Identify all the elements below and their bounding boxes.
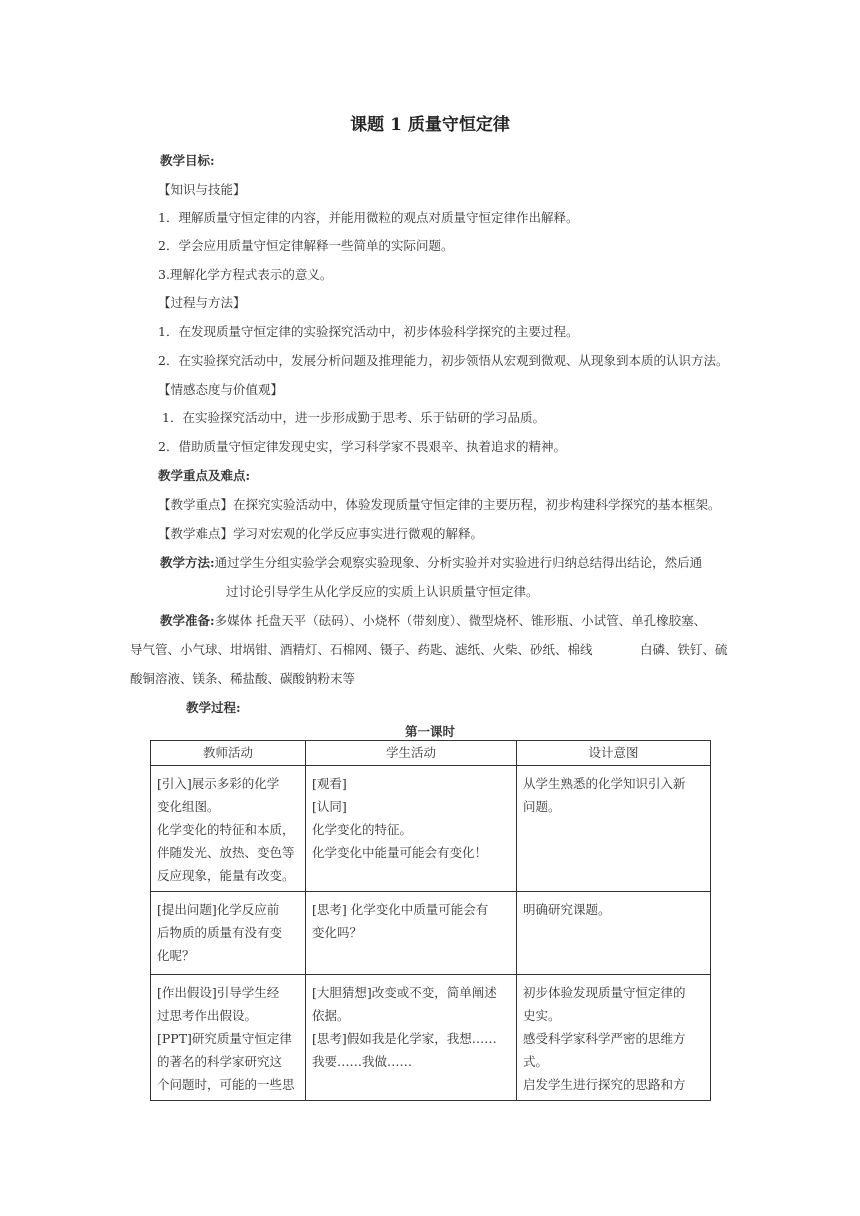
prep-line-2: 导气管、小气球、坩埚钳、酒精灯、石棉网、镊子、药匙、滤纸、火柴、砂纸、棉线: [130, 642, 593, 657]
header-teacher: 教师活动: [151, 741, 306, 766]
prep-line-1: [160, 611, 706, 629]
process-item-1: 1．在发现质量守恒定律的实验探究活动中，初步体验科学探究的主要过程。: [158, 324, 579, 339]
cell-text: 变化组图。: [157, 799, 220, 814]
cell-text: 初步体验发现质量守恒定律的: [523, 985, 686, 1000]
teacher-cell: [151, 975, 306, 1101]
cell-text: 的著名的科学家研究这: [157, 1054, 283, 1069]
teacher-cell: [151, 892, 306, 975]
objectives-heading: 教学目标:: [160, 153, 215, 168]
method-text-1: 通过学生分组实验学会观察实验现象、分析实验并对实验进行归纳总结得出结论，然后通: [214, 555, 703, 570]
intent-cell: [517, 975, 711, 1101]
prep-line-3: 酸铜溶液、镁条、稀盐酸、碳酸钠粉末等: [130, 671, 356, 686]
cell-text: [大胆猜想]改变或不变，简单阐述: [312, 985, 497, 1000]
cell-text: 依据。: [312, 1008, 350, 1023]
key-heading: 教学重点及难点:: [158, 468, 251, 483]
student-cell: [306, 766, 517, 892]
cell-text: 感受科学家科学严密的思维方: [523, 1031, 686, 1046]
page-bottom-margin: [0, 1103, 860, 1216]
cell-text: 化呢？: [157, 948, 195, 963]
cell-text: 我要……我做……: [312, 1054, 413, 1069]
lesson-table: [150, 740, 711, 1101]
header-intent: 设计意图: [517, 741, 711, 766]
table-row: [151, 892, 711, 975]
intent-cell: [517, 766, 711, 892]
cell-text: [PPT]研究质量守恒定律: [157, 1031, 292, 1046]
cell-text: [作出假设]引导学生经: [157, 985, 280, 1000]
cell-text: 过思考作出假设。: [157, 1008, 258, 1023]
cell-text: 启发学生进行探究的思路和方: [523, 1077, 686, 1092]
cell-text: 后物质的质量有没有变: [157, 925, 283, 940]
cell-text: [认同]: [312, 799, 347, 814]
cell-text: [引入]展示多彩的化学: [157, 776, 280, 791]
process-heading: 【过程与方法】: [158, 295, 246, 310]
knowledge-item-3: 3.理解化学方程式表示的意义。: [158, 267, 333, 282]
cell-text: 从学生熟悉的化学知识引入新: [523, 776, 686, 791]
difficulty: [158, 524, 483, 542]
cell-text: [观看]: [312, 776, 347, 791]
knowledge-item-1: 1．理解质量守恒定律的内容，并能用微粒的观点对质量守恒定律作出解释。: [158, 210, 579, 225]
procedure-heading: 教学过程:: [186, 700, 241, 715]
method-label: 教学方法:: [160, 555, 215, 570]
prep-text-1: 多媒体 托盘天平（砝码）、小烧杯（带刻度）、微型烧杯、锥形瓶、小试管、单孔橡胶塞、: [214, 613, 707, 628]
cell-text: 明确研究课题。: [523, 902, 611, 917]
header-student: 学生活动: [306, 741, 517, 766]
cell-text: 化学变化的特征和本质，: [157, 822, 295, 837]
key-point: [158, 495, 721, 513]
prep-label: 教学准备:: [160, 613, 215, 628]
table-row: [151, 766, 711, 892]
method-line-1: [160, 553, 702, 571]
difficulty-text: 学习对宏观的化学反应事实进行微观的解释。: [233, 526, 484, 541]
knowledge-item-2: 2．学会应用质量守恒定律解释一些简单的实际问题。: [158, 238, 454, 253]
cell-text: [思考] 化学变化中质量可能会有: [312, 902, 489, 917]
key-point-label: 【教学重点】: [158, 497, 234, 512]
cell-text: 伴随发光、放热、变色等: [157, 845, 295, 860]
student-cell: [306, 892, 517, 975]
cell-text: [提出问题]化学反应前: [157, 902, 280, 917]
cell-text: 化学变化的特征。: [312, 822, 413, 837]
document-title: 课题 1 质量守恒定律: [350, 115, 510, 135]
emotion-item-2: 2．借助质量守恒定律发现史实，学习科学家不畏艰辛、执着追求的精神。: [158, 439, 566, 454]
key-point-text: 在探究实验活动中，体验发现质量守恒定律的主要历程，初步构建科学探究的基本框架。: [233, 497, 721, 512]
difficulty-label: 【教学难点】: [158, 526, 234, 541]
emotion-heading: 【情感态度与价值观】: [158, 382, 284, 397]
method-line-2: 过讨论引导学生从化学反应的实质上认识质量守恒定律。: [226, 584, 539, 599]
cell-text: 化学变化中能量可能会有变化！: [312, 845, 488, 860]
emotion-item-1: 1．在实验探究活动中，进一步形成勤于思考、乐于钻研的学习品质。: [162, 410, 545, 425]
table-header-row: [151, 741, 711, 766]
process-item-2: 2．在实验探究活动中，发展分析问题及推理能力，初步领悟从宏观到微观、从现象到本质的认识方法。: [158, 353, 729, 368]
teacher-cell: [151, 766, 306, 892]
cell-text: 变化吗？: [312, 925, 363, 940]
student-cell: [306, 975, 517, 1101]
prep-line-2b: 白磷、铁钉、硫: [640, 642, 728, 657]
cell-text: 式。: [523, 1054, 549, 1069]
table-row: [151, 975, 711, 1101]
lesson-caption: 第一课时: [404, 724, 455, 739]
cell-text: 反应现象，能量有改变。: [157, 868, 295, 883]
cell-text: 问题。: [523, 799, 561, 814]
cell-text: 个问题时，可能的一些思: [157, 1077, 295, 1092]
cell-text: 史实。: [523, 1008, 561, 1023]
intent-cell: [517, 892, 711, 975]
knowledge-heading: 【知识与技能】: [158, 182, 246, 197]
cell-text: [思考]假如我是化学家，我想……: [312, 1031, 497, 1046]
